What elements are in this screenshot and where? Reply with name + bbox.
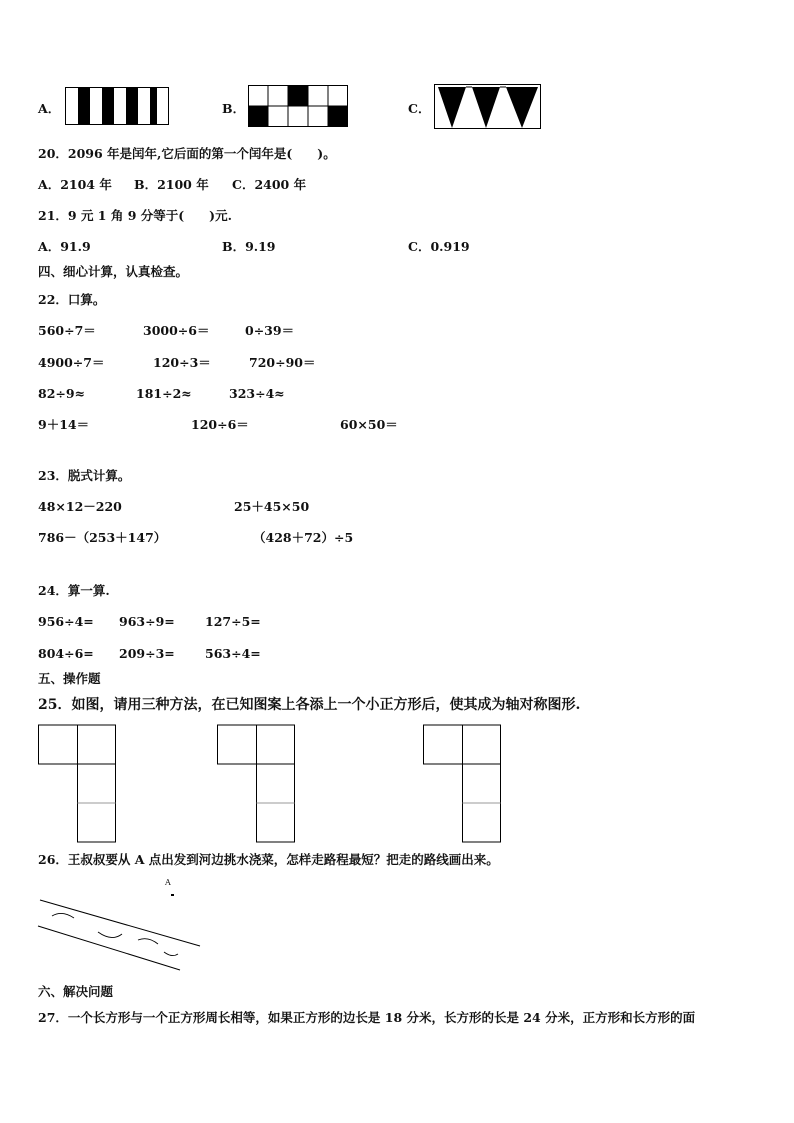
q22-item: 9＋14＝ <box>38 417 90 432</box>
q22-item: 3000÷6＝ <box>143 323 210 338</box>
option-a-stripes-figure <box>65 87 169 127</box>
q21-stem: 21．9 元 1 角 9 分等于( )元. <box>38 208 232 223</box>
q20-stem: 20．2096 年是闰年,它后面的第一个闰年是( )。 <box>38 146 336 161</box>
q23-stem: 23．脱式计算。 <box>38 468 131 483</box>
q22-item: 82÷9≈ <box>38 386 86 401</box>
q23-item: 48×12－220 <box>38 499 122 514</box>
q22-item: 560÷7＝ <box>38 323 96 338</box>
q22-item: 323÷4≈ <box>229 386 285 401</box>
q24-item: 209÷3= <box>119 646 175 661</box>
q20-option-a[interactable]: A．2104 年 <box>38 177 112 192</box>
q22-item: 4900÷7＝ <box>38 355 105 370</box>
q26-stem: 26．王叔叔要从 A 点出发到河边挑水浇菜，怎样走路程最短？把走的路线画出来。 <box>38 852 499 867</box>
q23-item: 25＋45×50 <box>234 499 310 514</box>
river-figure <box>36 888 206 974</box>
q25-pattern-figure-1[interactable] <box>38 724 118 844</box>
q21-option-c[interactable]: C．0.919 <box>408 239 470 254</box>
q23-item: 786－（253＋147） <box>38 530 167 545</box>
option-b-grid-figure <box>248 85 349 129</box>
q22-item: 120÷6＝ <box>191 417 249 432</box>
option-c-label: C． <box>408 101 431 116</box>
point-a-label: A <box>165 878 171 887</box>
q22-item: 120÷3＝ <box>153 355 211 370</box>
q25-stem: 25．如图，请用三种方法，在已知图案上各添上一个小正方形后，使其成为轴对称图形. <box>38 697 581 713</box>
option-a-label: A． <box>38 101 61 116</box>
q20-option-c[interactable]: C．2400 年 <box>232 177 307 192</box>
option-c-triangles-figure <box>434 84 542 130</box>
q24-stem: 24．算一算. <box>38 583 110 598</box>
q27-stem: 27．一个长方形与一个正方形周长相等，如果正方形的边长是 18 分米，长方形的长是 24 分米，正方形和长方形的面 <box>38 1010 696 1025</box>
q25-pattern-figure-3[interactable] <box>423 724 503 844</box>
q22-item: 181÷2≈ <box>136 386 192 401</box>
section-5-heading: 五、操作题 <box>38 671 101 686</box>
section-4-heading: 四、细心计算，认真检查。 <box>38 264 189 279</box>
section-6-heading: 六、解决问题 <box>38 984 114 999</box>
q24-item: 956÷4= <box>38 614 94 629</box>
q25-pattern-figure-2[interactable] <box>217 724 297 844</box>
q20-option-b[interactable]: B．2100 年 <box>134 177 209 192</box>
option-b-label: B． <box>222 101 246 116</box>
q21-option-a[interactable]: A．91.9 <box>38 239 91 254</box>
q22-item: 0÷39＝ <box>245 323 295 338</box>
q24-item: 804÷6= <box>38 646 94 661</box>
q22-item: 60×50＝ <box>340 417 398 432</box>
q22-stem: 22．口算。 <box>38 292 106 307</box>
q24-item: 963÷9= <box>119 614 175 629</box>
q21-option-b[interactable]: B．9.19 <box>222 239 276 254</box>
q24-item: 563÷4= <box>205 646 261 661</box>
q22-item: 720÷90＝ <box>249 355 316 370</box>
q23-item: （428＋72）÷5 <box>253 530 354 545</box>
q24-item: 127÷5= <box>205 614 261 629</box>
